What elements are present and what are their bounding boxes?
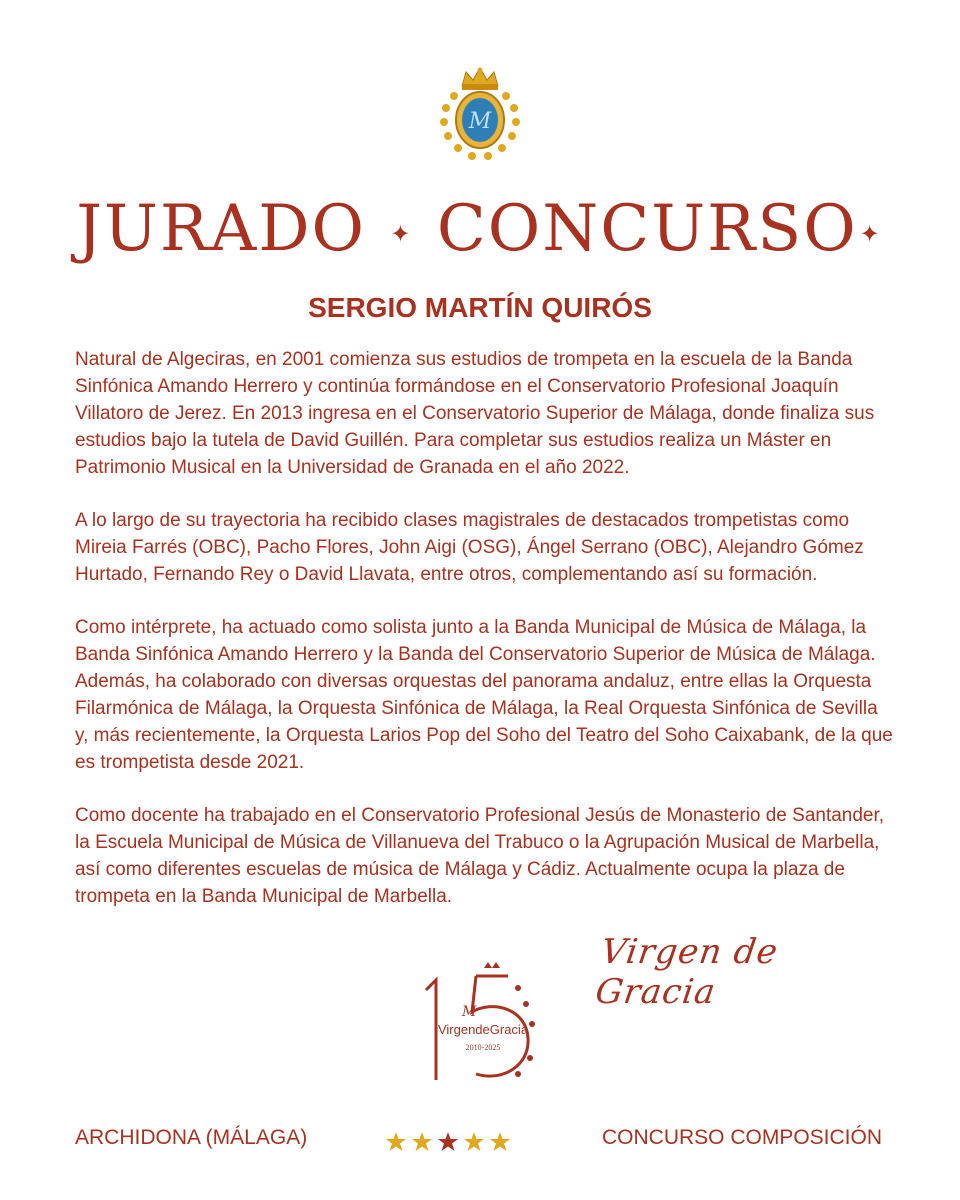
title-word-jurado: JURADO xyxy=(76,192,367,266)
marian-crest-icon xyxy=(432,64,528,164)
signature-text: Virgen de Gracia xyxy=(592,932,781,1012)
juror-name: SERGIO MARTÍN QUIRÓS xyxy=(308,292,652,323)
monogram: M xyxy=(462,1004,477,1020)
five-stars-icon xyxy=(384,1130,514,1154)
page-title xyxy=(0,186,960,277)
star-ornament-icon: ✦ xyxy=(390,219,413,248)
bio-paragraph: Como docente ha trabajado en el Conservatorio Profesional Jesús de Monasterio de Santander, la Escuela Municipal de Música de Villanueva del Trabuco o la Agrupación Musical de Marbella, así como diferentes escuelas de música de Málaga y Cádiz. Actualmente ocupa la plaza de trompeta en la Banda Municipal de Marbella. xyxy=(75,805,885,907)
anniversary-years: 2010-2025 xyxy=(465,1043,501,1052)
biography xyxy=(75,346,895,936)
title-word-concurso: CONCURSO xyxy=(436,192,858,266)
footer-contest: CONCURSO COMPOSICIÓN xyxy=(601,1126,882,1149)
star-ornament-icon: ✦ xyxy=(859,219,882,248)
bio-paragraph: A lo largo de su trayectoria ha recibido clases magistrales de destacados trompetistas como Mireia Farrés (OBC), Pacho Flores, John Aigi (OSG), Ángel Serrano (OBC), Alejandro Gómez Hurtado, Fernando Rey o David Llavata, entre otros, complementando así su formación. xyxy=(75,510,864,585)
bio-paragraph: Natural de Algeciras, en 2001 comienza sus estudios de trompeta en la escuela de la Banda Sinfónica Amando Herrero y continúa formándose en el Conservatorio Profesional Joaquín Villatoro de Jerez. En 2013 ingresa en el Conservatorio Superior de Málaga, donde finaliza sus estudios bajo la tutela de David Guillén. Para completar sus estudios realiza un Máster en Patrimonio Musical en la Universidad de Granada en el año 2022. xyxy=(75,349,875,478)
signature xyxy=(592,932,904,1012)
svg-text:M: M xyxy=(468,109,492,134)
bio-paragraph: Como intérprete, ha actuado como solista junto a la Banda Municipal de Música de Málaga, la Banda Sinfónica Amando Herrero y la Banda del Conservatorio Superior de Música de Málaga. Además, ha colaborado con diversas orquestas del panorama andaluz, entre ellas la Orquesta Filarmónica de Málaga, la Orquesta Sinfónica de Málaga, la Real Orquesta Sinfónica de Sevilla y, más recientemente, la Orquesta Larios Pop del Soho del Teatro del Soho Caixabank, de la que es trompetista desde 2021. xyxy=(75,617,893,773)
anniversary-logo xyxy=(418,962,548,1084)
anniversary-name: VirgendeGracia xyxy=(437,1022,529,1037)
footer-location: ARCHIDONA (MÁLAGA) xyxy=(75,1126,308,1149)
